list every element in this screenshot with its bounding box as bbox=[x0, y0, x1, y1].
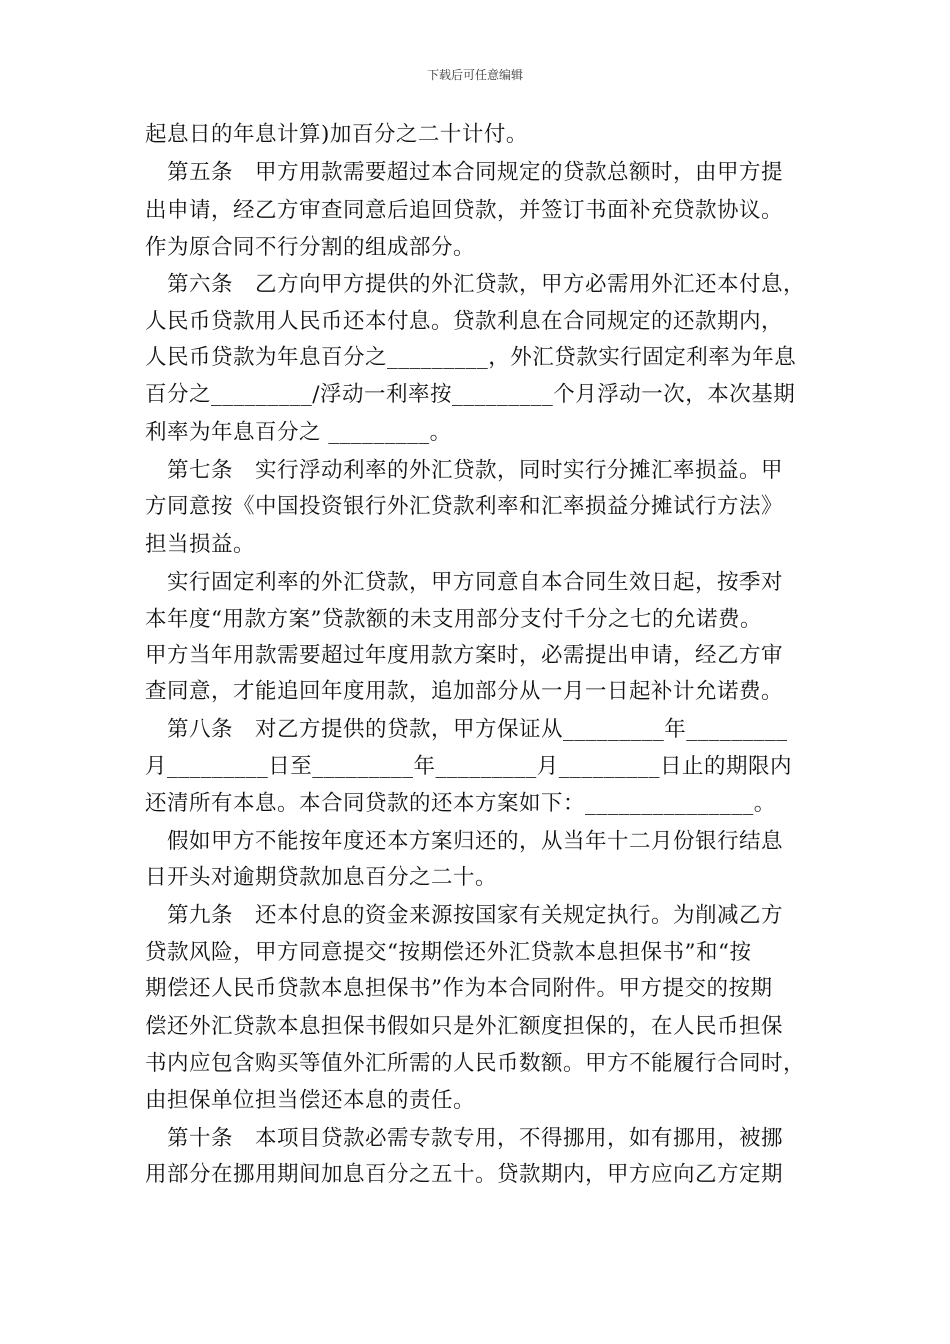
text-line: 假如甲方不能按年度还本方案归还的，从当年十二月份银行结息 bbox=[167, 829, 784, 854]
article-10-heading-line: 第十条 本项目贷款必需专款专用，不得挪用，如有挪用，被挪 bbox=[167, 1126, 784, 1151]
text-line: 日开头对逾期贷款加息百分之二十。 bbox=[145, 865, 498, 890]
text-line: 实行固定利率的外汇贷款，甲方同意自本合同生效日起，按季对 bbox=[167, 570, 784, 595]
text-line: 还清所有本息。本合同贷款的还本方案如下：_______________。 bbox=[145, 791, 776, 816]
text-line: 查同意，才能追回年度用款，追加部分从一月一日起补计允诺费。 bbox=[145, 679, 784, 704]
text-line: 用部分在挪用期间加息百分之五十。贷款期内，甲方应向乙方定期 bbox=[145, 1162, 784, 1187]
text-line: 贷款风险，甲方同意提交“按期偿还外汇贷款本息担保书”和“按 bbox=[145, 940, 752, 965]
text-line: 担当损益。 bbox=[145, 532, 256, 557]
text-line: 偿还外汇贷款本息担保书假如只是外汇额度担保的，在人民币担保 bbox=[145, 1014, 784, 1039]
article-8-heading-line: 第八条 对乙方提供的贷款，甲方保证从_________年_________ bbox=[167, 717, 788, 742]
article-6-heading-line: 第六条 乙方向甲方提供的外汇贷款，甲方必需用外汇还本付息， bbox=[167, 272, 806, 297]
article-5-heading-line: 第五条 甲方用款需要超过本合同规定的贷款总额时，由甲方提 bbox=[167, 160, 784, 185]
article-7-heading-line: 第七条 实行浮动利率的外汇贷款，同时实行分摊汇率损益。甲 bbox=[167, 458, 784, 483]
text-line: 起息日的年息计算)加百分之二十计付。 bbox=[145, 122, 528, 147]
page-header: 下载后可任意编辑 bbox=[426, 68, 523, 82]
article-9-heading-line: 第九条 还本付息的资金来源按国家有关规定执行。为削减乙方 bbox=[167, 903, 784, 928]
text-line: 百分之_________/浮动一利率按_________个月浮动一次，本次基期 bbox=[145, 382, 796, 407]
text-line: 方同意按《中国投资银行外汇贷款利率和汇率损益分摊试行方法》 bbox=[145, 494, 784, 519]
text-line: 出申请，经乙方审查同意后追回贷款，并签订书面补充贷款协议。 bbox=[145, 198, 784, 223]
text-line: 甲方当年用款需要超过年度用款方案时，必需提出申请，经乙方审 bbox=[145, 643, 784, 668]
text-line: 期偿还人民币贷款本息担保书”作为本合同附件。甲方提交的按期 bbox=[145, 976, 773, 1001]
text-line: 由担保单位担当偿还本息的责任。 bbox=[145, 1088, 476, 1113]
text-line: 月_________日至_________年_________月_________日止的期限内 bbox=[145, 754, 793, 779]
text-line: 本年度“用款方案”贷款额的未支用部分支付千分之七的允诺费。 bbox=[145, 607, 762, 632]
text-line: 作为原合同不行分割的组成部分。 bbox=[145, 235, 476, 260]
text-line: 人民币贷款用人民币还本付息。贷款利息在合同规定的还款期内， bbox=[145, 309, 784, 334]
text-line: 书内应包含购买等值外汇所需的人民币数额。甲方不能履行合同时， bbox=[145, 1051, 806, 1076]
text-line: 利率为年息百分之 _________。 bbox=[145, 420, 452, 445]
text-line: 人民币贷款为年息百分之_________，外汇贷款实行固定利率为年息 bbox=[145, 345, 797, 370]
